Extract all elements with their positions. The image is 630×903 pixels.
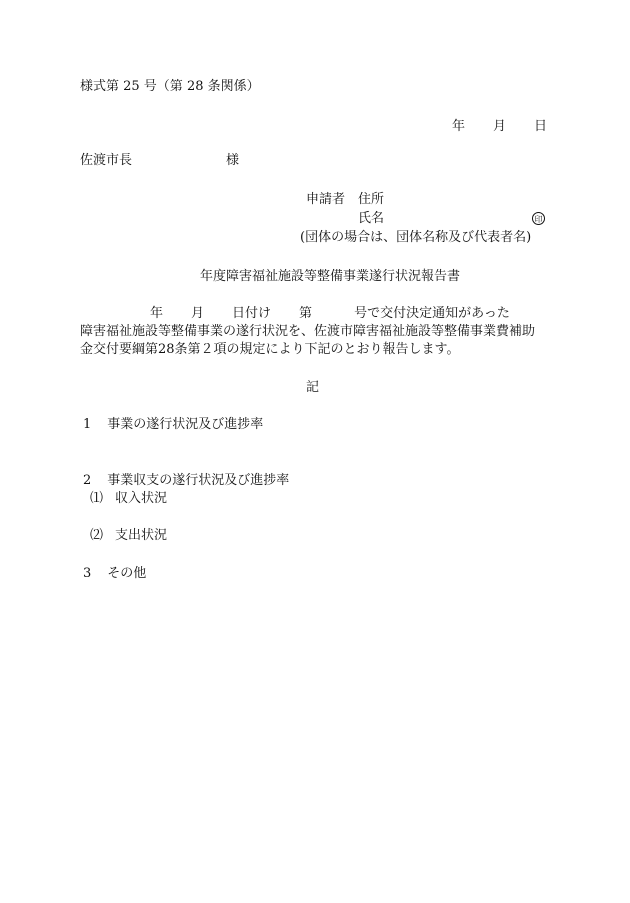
date-day-label: 日 [534, 119, 548, 134]
ki-heading: 記 [306, 380, 320, 395]
recipient-line [80, 153, 239, 169]
applicant-note: (団体の場合は、団体名称及び代表者名) [300, 230, 532, 245]
section-2-number: 2 [83, 473, 92, 488]
sub-2-label: 支出状況 [115, 528, 168, 543]
body-dated-label: 日付け [232, 306, 272, 321]
sub-1-number: ⑴ [90, 491, 104, 506]
body-number-label: 第 [299, 306, 313, 321]
recipient-honorific: 様 [226, 153, 240, 168]
section-3-label: その他 [107, 566, 147, 581]
applicant-label: 申請者 [306, 192, 346, 207]
section-2-label: 事業収支の遂行状況及び進捗率 [107, 473, 290, 488]
date-line [452, 119, 547, 135]
seal-icon: 印 [532, 212, 545, 225]
applicant-address-line [306, 192, 384, 208]
body-line-3: 金交付要綱第28条第２項の規定により下記のとおり報告します。 [80, 342, 460, 357]
seal-mark [532, 211, 545, 227]
body-year-label: 年 [150, 306, 164, 321]
body-line-2: 障害福祉施設等整備事業の遂行状況を、佐渡市障害福祉施設等整備事業費補助 [80, 324, 536, 339]
sub-1-label: 収入状況 [115, 491, 168, 506]
section-2 [83, 473, 289, 489]
body-month-label: 月 [191, 306, 205, 321]
section-3 [83, 566, 146, 582]
section-3-number: 3 [83, 566, 92, 581]
date-year-label: 年 [452, 119, 466, 134]
recipient-name: 佐渡市長 [80, 153, 133, 168]
section-2-sub-2 [90, 528, 167, 544]
name-label: 氏名 [358, 211, 385, 226]
section-2-sub-1 [90, 491, 167, 507]
address-label: 住所 [358, 192, 385, 207]
document-title: 年度障害福祉施設等整備事業遂行状況報告書 [200, 269, 461, 284]
section-1 [83, 417, 263, 433]
form-number: 様式第 25 号（第 28 条関係） [80, 79, 260, 94]
date-month-label: 月 [493, 119, 507, 134]
body-line-1-rest: 号で交付決定通知があった [354, 306, 510, 321]
section-1-number: 1 [83, 417, 92, 432]
body-line-1 [80, 306, 550, 322]
section-1-label: 事業の遂行状況及び進捗率 [107, 417, 264, 432]
sub-2-number: ⑵ [90, 528, 104, 543]
